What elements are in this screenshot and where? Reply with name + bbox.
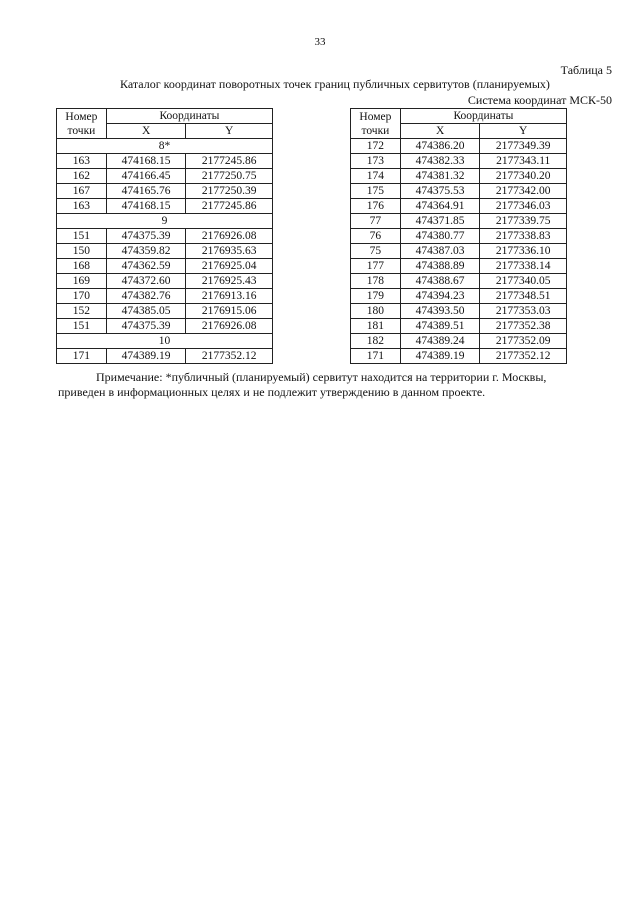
table-row (57, 259, 273, 274)
point-number-cell: 182 (351, 334, 401, 349)
y-coordinate-cell: 2177340.20 (480, 169, 567, 184)
table-row (351, 244, 567, 259)
table-row (57, 319, 273, 334)
table-row (57, 199, 273, 214)
section-label: 10 (57, 334, 273, 349)
x-coordinate-cell: 474394.23 (400, 289, 480, 304)
point-number-cell: 151 (57, 319, 107, 334)
table-row (351, 199, 567, 214)
y-coordinate-cell: 2177250.75 (186, 169, 273, 184)
header-x: X (106, 124, 186, 139)
y-coordinate-cell: 2176926.08 (186, 229, 273, 244)
x-coordinate-cell: 474389.51 (400, 319, 480, 334)
y-coordinate-cell: 2177346.03 (480, 199, 567, 214)
point-number-cell: 178 (351, 274, 401, 289)
point-number-cell: 177 (351, 259, 401, 274)
y-coordinate-cell: 2177348.51 (480, 289, 567, 304)
y-coordinate-cell: 2177245.86 (186, 154, 273, 169)
table-row (351, 139, 567, 154)
table-row (351, 154, 567, 169)
y-coordinate-cell: 2176935.63 (186, 244, 273, 259)
y-coordinate-cell: 2176915.06 (186, 304, 273, 319)
coordinates-table-right (350, 108, 567, 364)
y-coordinate-cell: 2177338.83 (480, 229, 567, 244)
x-coordinate-cell: 474375.53 (400, 184, 480, 199)
header-y: Y (480, 124, 567, 139)
table-row (351, 334, 567, 349)
page-number: 33 (314, 36, 326, 48)
point-number-cell: 75 (351, 244, 401, 259)
x-coordinate-cell: 474389.24 (400, 334, 480, 349)
x-coordinate-cell: 474371.85 (400, 214, 480, 229)
point-number-cell: 163 (57, 199, 107, 214)
y-coordinate-cell: 2177352.12 (480, 349, 567, 364)
table-row (57, 244, 273, 259)
table-row (57, 154, 273, 169)
point-number-cell: 152 (57, 304, 107, 319)
section-label: 8* (57, 139, 273, 154)
x-coordinate-cell: 474381.32 (400, 169, 480, 184)
table-row (351, 304, 567, 319)
point-number-cell: 180 (351, 304, 401, 319)
point-number-cell: 150 (57, 244, 107, 259)
y-coordinate-cell: 2177353.03 (480, 304, 567, 319)
x-coordinate-cell: 474364.91 (400, 199, 480, 214)
table-row (351, 184, 567, 199)
x-coordinate-cell: 474388.89 (400, 259, 480, 274)
x-coordinate-cell: 474372.60 (106, 274, 186, 289)
point-number-cell: 175 (351, 184, 401, 199)
x-coordinate-cell: 474389.19 (400, 349, 480, 364)
coordinate-system-label: Система координат МСК-50 (467, 93, 612, 107)
header-y: Y (186, 124, 273, 139)
point-number-cell: 170 (57, 289, 107, 304)
section-label: 9 (57, 214, 273, 229)
y-coordinate-cell: 2177245.86 (186, 199, 273, 214)
y-coordinate-cell: 2176925.04 (186, 259, 273, 274)
coordinates-table-left (56, 108, 273, 364)
x-coordinate-cell: 474375.39 (106, 319, 186, 334)
point-number-cell: 77 (351, 214, 401, 229)
point-number-cell: 179 (351, 289, 401, 304)
table-row (351, 349, 567, 364)
y-coordinate-cell: 2176926.08 (186, 319, 273, 334)
table-row (57, 289, 273, 304)
table-row (351, 274, 567, 289)
y-coordinate-cell: 2177349.39 (480, 139, 567, 154)
point-number-cell: 171 (57, 349, 107, 364)
section-row (57, 214, 273, 229)
table-row (57, 229, 273, 244)
point-number-cell: 172 (351, 139, 401, 154)
footnote: Примечание: *публичный (планируемый) сервитут находится на территории г. Москвы, приведен в информационных целях и не подлежит утверждению в данном проекте. (58, 370, 547, 399)
x-coordinate-cell: 474382.76 (106, 289, 186, 304)
point-number-cell: 171 (351, 349, 401, 364)
section-row (57, 139, 273, 154)
x-coordinate-cell: 474375.39 (106, 229, 186, 244)
point-number-cell: 169 (57, 274, 107, 289)
x-coordinate-cell: 474386.20 (400, 139, 480, 154)
x-coordinate-cell: 474168.15 (106, 154, 186, 169)
table-row (351, 229, 567, 244)
header-x: X (400, 124, 480, 139)
x-coordinate-cell: 474359.82 (106, 244, 186, 259)
table-row (57, 349, 273, 364)
header-point-number: Номер точки (351, 109, 401, 139)
table-title: Каталог координат поворотных точек границ публичных сервитутов (планируемых) (120, 77, 550, 91)
table-row (57, 184, 273, 199)
table-label: Таблица 5 (560, 63, 612, 77)
table-row (351, 169, 567, 184)
y-coordinate-cell: 2177343.11 (480, 154, 567, 169)
x-coordinate-cell: 474387.03 (400, 244, 480, 259)
header-coordinates: Координаты (400, 109, 566, 124)
x-coordinate-cell: 474385.05 (106, 304, 186, 319)
y-coordinate-cell: 2177352.38 (480, 319, 567, 334)
y-coordinate-cell: 2177338.14 (480, 259, 567, 274)
x-coordinate-cell: 474362.59 (106, 259, 186, 274)
point-number-cell: 76 (351, 229, 401, 244)
x-coordinate-cell: 474380.77 (400, 229, 480, 244)
point-number-cell: 181 (351, 319, 401, 334)
x-coordinate-cell: 474168.15 (106, 199, 186, 214)
point-number-cell: 151 (57, 229, 107, 244)
header-coordinates: Координаты (106, 109, 272, 124)
y-coordinate-cell: 2177352.09 (480, 334, 567, 349)
x-coordinate-cell: 474393.50 (400, 304, 480, 319)
table-row (351, 319, 567, 334)
table-row (57, 169, 273, 184)
header-point-number: Номер точки (57, 109, 107, 139)
x-coordinate-cell: 474166.45 (106, 169, 186, 184)
table-row (351, 259, 567, 274)
section-row (57, 334, 273, 349)
y-coordinate-cell: 2177352.12 (186, 349, 273, 364)
point-number-cell: 163 (57, 154, 107, 169)
x-coordinate-cell: 474388.67 (400, 274, 480, 289)
y-coordinate-cell: 2176925.43 (186, 274, 273, 289)
y-coordinate-cell: 2177342.00 (480, 184, 567, 199)
point-number-cell: 173 (351, 154, 401, 169)
x-coordinate-cell: 474382.33 (400, 154, 480, 169)
table-row (351, 289, 567, 304)
y-coordinate-cell: 2177250.39 (186, 184, 273, 199)
point-number-cell: 167 (57, 184, 107, 199)
table-row (351, 214, 567, 229)
point-number-cell: 174 (351, 169, 401, 184)
y-coordinate-cell: 2177339.75 (480, 214, 567, 229)
point-number-cell: 176 (351, 199, 401, 214)
point-number-cell: 162 (57, 169, 107, 184)
point-number-cell: 168 (57, 259, 107, 274)
x-coordinate-cell: 474389.19 (106, 349, 186, 364)
table-row (57, 304, 273, 319)
y-coordinate-cell: 2176913.16 (186, 289, 273, 304)
x-coordinate-cell: 474165.76 (106, 184, 186, 199)
y-coordinate-cell: 2177340.05 (480, 274, 567, 289)
table-row (57, 274, 273, 289)
y-coordinate-cell: 2177336.10 (480, 244, 567, 259)
